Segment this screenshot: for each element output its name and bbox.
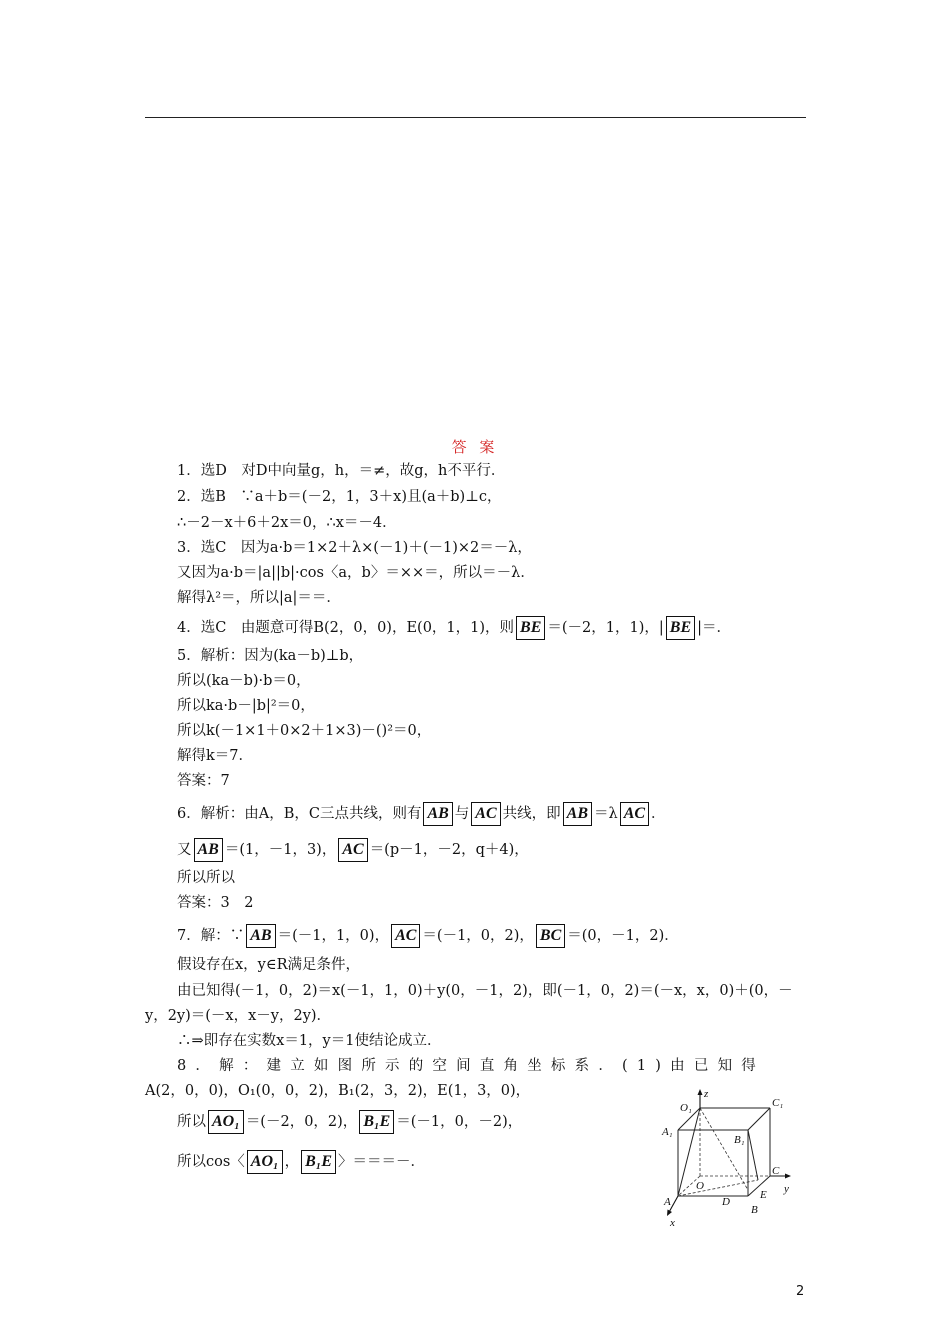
answer-5: 5．解析：因为(ka－b)⊥b，	[177, 648, 364, 664]
label-E: E	[760, 1189, 767, 1201]
answer-5-step1: 所以(ka－b)·b＝0，	[177, 673, 311, 689]
answer-6-vectors: 又 AB ＝(1，－1，3)， AC ＝(p－1，－2，q＋4)，	[177, 838, 529, 862]
coordinate-prism-figure	[660, 1088, 810, 1230]
answer-7-known-cont: y，2y)＝(－x，x－y，2y)．	[145, 1008, 332, 1024]
answer-8-points: A(2，0，0)，O₁(0，0，2)，B₁(2，3，2)，E(1，3，0)，	[145, 1083, 531, 1099]
answer-7-assume: 假设存在x，y∈R满足条件，	[177, 957, 361, 973]
vector-BE: BE	[516, 616, 545, 640]
answer-1: 1．选D 对D中向量g，h，＝≠，故g，h不平行．	[177, 463, 506, 479]
answer-3: 3．选C 因为a·b＝1×2＋λ×(－1)＋(－1)×2＝－λ，	[177, 540, 532, 556]
answer-title: 答 案	[451, 438, 499, 456]
vector-BC: BC	[536, 924, 565, 948]
label-O1: O₁	[680, 1102, 692, 1114]
answer-7-conclusion: ∴⇒即存在实数x＝1，y＝1使结论成立．	[177, 1033, 442, 1049]
label-O: O	[696, 1180, 704, 1192]
label-z: z	[704, 1088, 709, 1100]
answer-7: 7．解：∵ AB ＝(－1，1，0)， AC ＝(－1，0，2)， BC ＝(0，－1，2)．	[177, 924, 679, 948]
answer-5-step2: 所以ka·b－|b|²＝0，	[177, 698, 315, 714]
answer-6-step: 所以所以	[177, 870, 235, 886]
answer-8-cos: 所以cos〈 AO₁ ， B₁E 〉＝＝＝－．	[177, 1150, 425, 1174]
y-axis-arrow-icon	[785, 1174, 791, 1179]
vector-AO1: AO₁	[247, 1150, 283, 1174]
label-C: C	[772, 1165, 780, 1177]
answer-7-known: 由已知得(－1，0，2)＝x(－1，1，0)＋y(0，－1，2)，即(－1，0，2)＝(－x，x，0)＋(0，－	[177, 983, 793, 999]
label-D: D	[722, 1196, 730, 1208]
vector-AO1: AO₁	[208, 1110, 244, 1134]
answer-2-cont: ∴－2－x＋6＋2x＝0，∴x＝－4．	[177, 515, 397, 531]
answer-6-result: 答案：3 2	[177, 895, 254, 911]
header-rule	[145, 117, 806, 118]
vector-AC: AC	[471, 802, 500, 826]
visible-edges	[678, 1108, 770, 1196]
label-B1: B₁	[734, 1134, 745, 1146]
vector-AB: AB	[246, 924, 275, 948]
answer-5-solve: 解得k＝7．	[177, 748, 254, 764]
answer-8-vectors: 所以 AO₁ ＝(－2，0，2)， B₁E ＝(－1，0，－2)，	[177, 1110, 522, 1134]
vector-B1E: B₁E	[301, 1150, 336, 1174]
vector-AB: AB	[194, 838, 223, 862]
answer-3-cont: 又因为a·b＝|a||b|·cos〈a，b〉＝××＝，所以＝－λ．	[177, 565, 535, 581]
label-B: B	[751, 1204, 758, 1216]
label-A1: A₁	[662, 1126, 673, 1138]
answer-3-solve: 解得λ²＝，所以|a|＝＝．	[177, 590, 341, 606]
label-A: A	[664, 1196, 671, 1208]
vector-AC: AC	[338, 838, 367, 862]
answer-6: 6．解析：由A，B，C三点共线，则有 AB 与 AC 共线，即 AB ＝λ AC ．	[177, 802, 666, 826]
vector-BE: BE	[666, 616, 695, 640]
label-C1: C₁	[772, 1097, 784, 1109]
answer-4: 4．选C 由题意可得B(2，0，0)，E(0，1，1)，则 BE ＝(－2，1，1)，| BE |＝．	[177, 616, 731, 640]
vector-AB: AB	[563, 802, 592, 826]
answer-5-step3: 所以k(－1×1＋0×2＋1×3)－()²＝0，	[177, 723, 432, 739]
answer-8: 8．解：建立如图所示的空间直角坐标系．(1)由已知得	[177, 1058, 765, 1074]
z-axis-arrow-icon	[698, 1089, 703, 1095]
page-number: 2	[796, 1284, 805, 1299]
vector-B1E: B₁E	[359, 1110, 394, 1134]
vector-AC: AC	[391, 924, 420, 948]
vector-AB: AB	[423, 802, 452, 826]
vector-AC: AC	[620, 802, 649, 826]
answer-5-result: 答案：7	[177, 773, 230, 789]
answer-2: 2．选B ∵a＋b＝(－2，1，3＋x)且(a＋b)⊥c，	[177, 489, 502, 505]
label-x: x	[670, 1217, 675, 1229]
label-y: y	[784, 1183, 789, 1195]
